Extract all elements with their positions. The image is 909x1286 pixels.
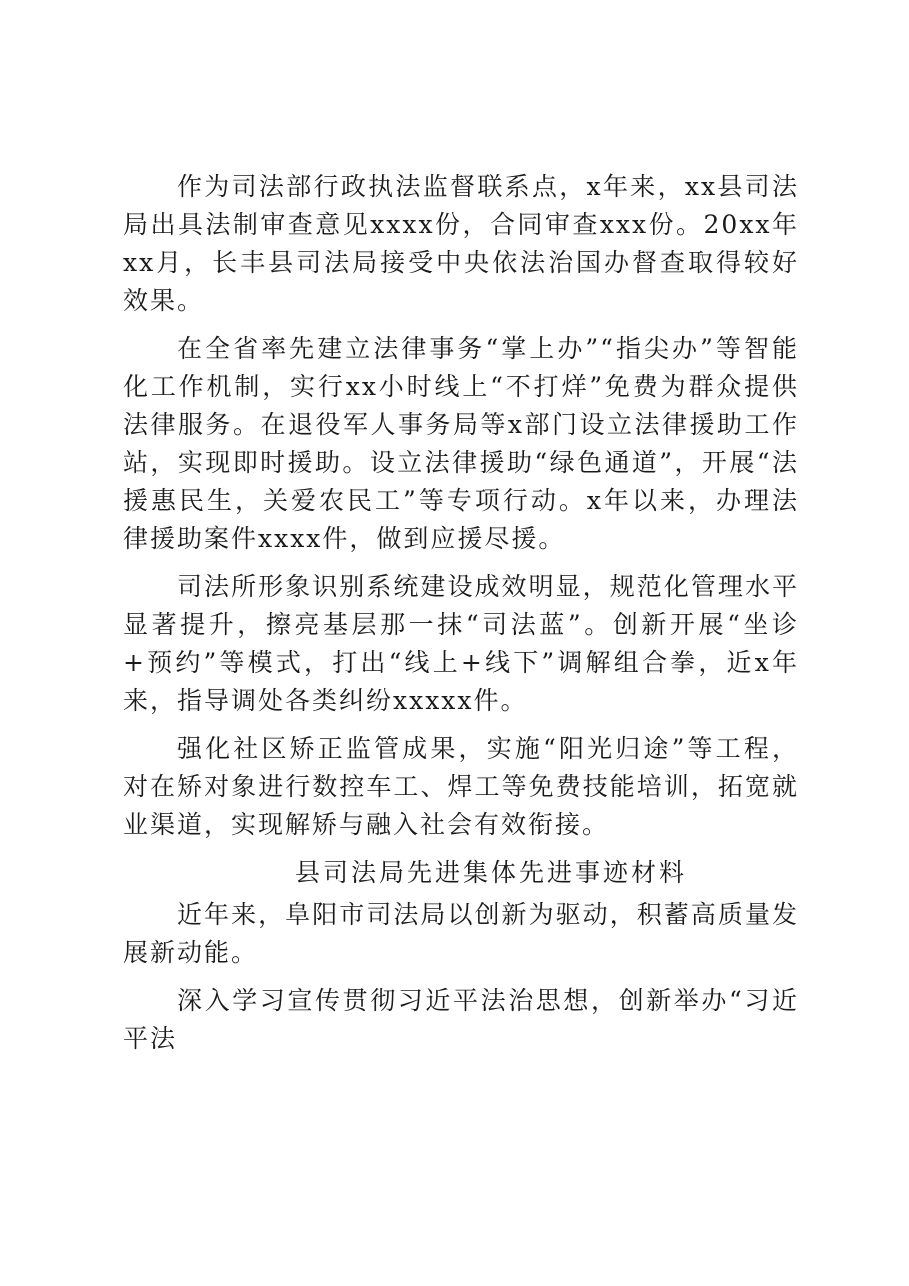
document-body [123,168,799,1068]
section-title: 县司法局先进集体先进事迹材料 [294,858,687,887]
paragraph-supervision: 作为司法部行政执法监督联系点，x年来，xx县司法局出具法制审查意见xxxx份，合同审查xxx份。20xx年xx月，长丰县司法局接受中央依法治国办督查取得较好效果。 [123,172,799,315]
paragraph-community-correction: 强化社区矫正监管成果，实施“阳光归途”等工程，对在矫对象进行数控车工、焊工等免费技能培训，拓宽就业渠道，实现解矫与融入社会有效衔接。 [123,734,799,839]
paragraph-judicial-office: 司法所形象识别系统建设成效明显，规范化管理水平显著提升，擦亮基层那一抹“司法蓝”。创新开展“坐诊+预约”等模式，打出“线上+线下”调解组合拳，近x年来，指导调处各类纠纷xxxxx件。 [123,572,799,715]
paragraph-study: 深入学习宣传贯彻习近平法治思想，创新举办“习近平法 [123,986,799,1053]
paragraph-legal-aid: 在全省率先建立法律事务“掌上办”“指尖办”等智能化工作机制，实行xx小时线上“不打烊”免费为群众提供法律服务。在退役军人事务局等x部门设立法律援助工作站，实现即时援助。设立法律援助“绿色通道”，开展“法援惠民生，关爱农民工”等专项行动。x年以来，办理法律援助案件xxxx件，做到应援尽援。 [123,334,799,553]
paragraph-intro: 近年来，阜阳市司法局以创新为驱动，积蓄高质量发展新动能。 [123,900,799,967]
